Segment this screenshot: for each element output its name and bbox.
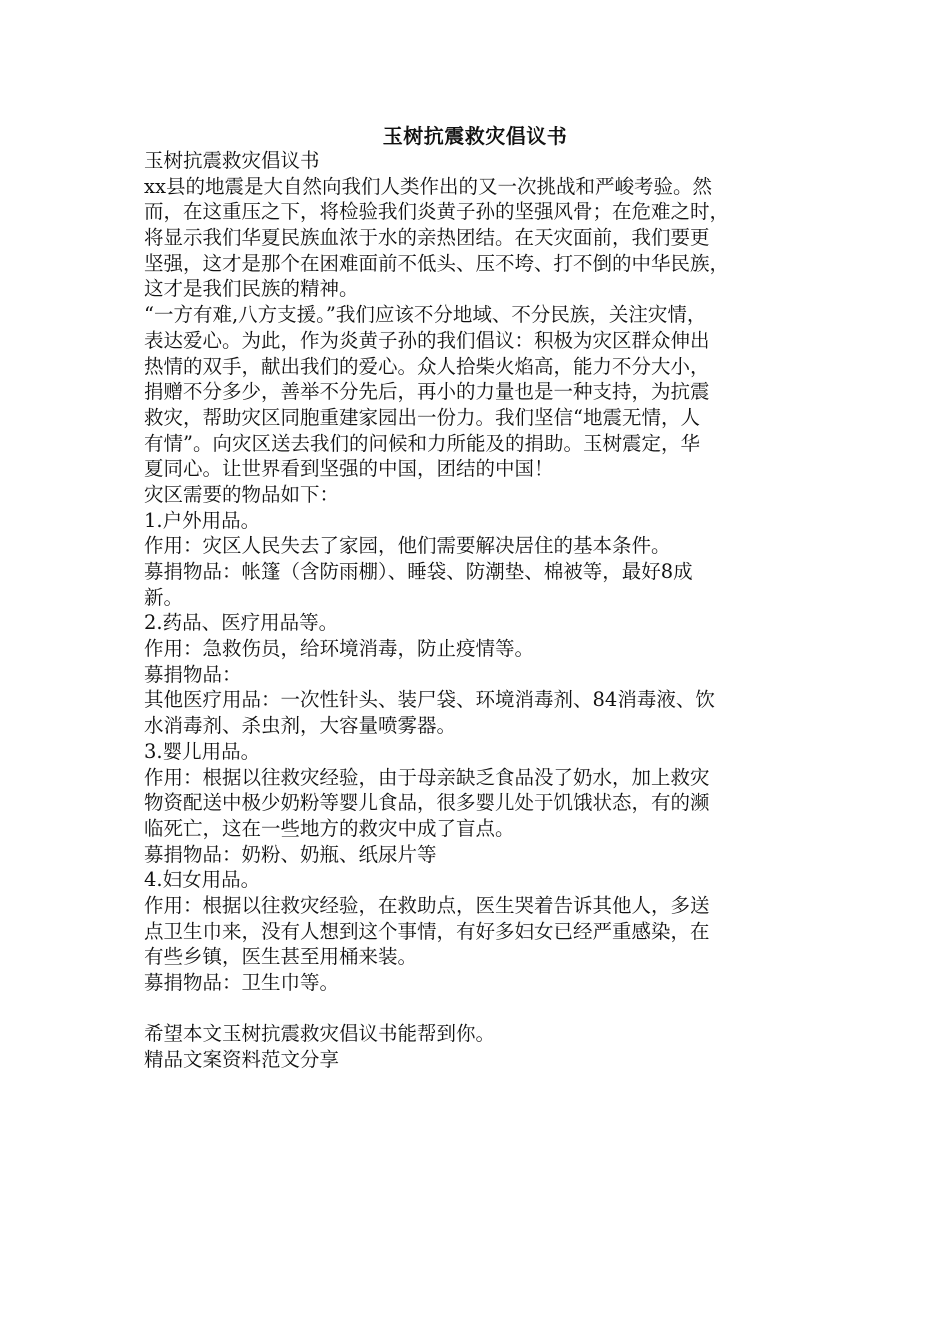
body-line: 作用：根据以往救灾经验，在救助点，医生哭着告诉其他人，多送 <box>144 893 710 917</box>
body-line: 表达爱心。为此，作为炎黄子孙的我们倡议：积极为灾区群众伸出 <box>144 328 710 352</box>
body-line: 募捐物品：奶粉、奶瓶、纸尿片等 <box>144 842 437 866</box>
body-line: 作用：灾区人民失去了家园，他们需要解决居住的基本条件。 <box>144 534 671 558</box>
document-body <box>144 148 814 1073</box>
body-line: 坚强，这才是那个在困难面前不低头、压不垮、打不倒的中华民族， <box>144 251 730 275</box>
body-line: 4.妇女用品。 <box>144 868 261 892</box>
body-line: 灾区需要的物品如下： <box>144 482 340 506</box>
body-line: 其他医疗用品：一次性针头、装尸袋、环境消毒剂、84消毒液、饮 <box>144 688 715 712</box>
body-line: “一方有难,八方支援。”我们应该不分地域、不分民族，关注灾情， <box>144 303 707 327</box>
footer-line: 精品文案资料范文分享 <box>144 1048 340 1072</box>
body-line: 募捐物品：卫生巾等。 <box>144 971 340 994</box>
body-line: 2.药品、医疗用品等。 <box>144 611 339 635</box>
body-line: 救灾，帮助灾区同胞重建家园出一份力。我们坚信“地震无情，人 <box>144 405 700 429</box>
body-line: 而，在这重压之下，将检验我们炎黄子孙的坚强风骨；在危难之时， <box>144 200 730 224</box>
body-line: 作用：急救伤员，给环境消毒，防止疫情等。 <box>144 637 535 661</box>
body-line: 募捐物品：帐篷（含防雨棚）、睡袋、防潮垫、棉被等，最好8成 <box>144 560 693 583</box>
body-line: 1.户外用品。 <box>144 508 261 532</box>
document-title: 玉树抗震救灾倡议书 <box>382 124 568 148</box>
body-line: 这才是我们民族的精神。 <box>144 277 359 301</box>
body-line: 有情”。向灾区送去我们的问候和力所能及的捐助。玉树震定，华 <box>144 431 700 455</box>
body-line: 有些乡镇，医生甚至用桶来装。 <box>144 945 418 969</box>
body-line: 点卫生巾来，没有人想到这个事情，有好多妇女已经严重感染，在 <box>144 919 710 943</box>
body-line: 玉树抗震救灾倡议书 <box>144 149 320 172</box>
closing-line: 希望本文玉树抗震救灾倡议书能帮到你。 <box>144 1022 496 1046</box>
body-line: 临死亡，这在一些地方的救灾中成了盲点。 <box>144 816 515 840</box>
body-line: xx县的地震是大自然向我们人类作出的又一次挑战和严峻考验。然 <box>144 174 712 198</box>
body-line: 3.婴儿用品。 <box>144 739 261 763</box>
body-line: 捐赠不分多少，善举不分先后，再小的力量也是一种支持，为抗震 <box>144 380 710 404</box>
body-line: 夏同心。让世界看到坚强的中国，团结的中国！ <box>144 457 554 481</box>
body-line: 水消毒剂、杀虫剂，大容量喷雾器。 <box>144 714 457 738</box>
body-line: 物资配送中极少奶粉等婴儿食品，很多婴儿处于饥饿状态，有的濒 <box>144 791 710 815</box>
blank-line <box>144 996 814 1022</box>
body-line: 热情的双手，献出我们的爱心。众人拾柴火焰高，能力不分大小， <box>144 354 710 378</box>
body-line: 作用：根据以往救灾经验，由于母亲缺乏食品没了奶水，加上救灾 <box>144 765 710 789</box>
body-line: 将显示我们华夏民族血浓于水的亲热团结。在天灾面前，我们要更 <box>144 226 710 250</box>
body-line: 新。 <box>144 585 184 609</box>
body-line: 募捐物品： <box>144 662 242 686</box>
